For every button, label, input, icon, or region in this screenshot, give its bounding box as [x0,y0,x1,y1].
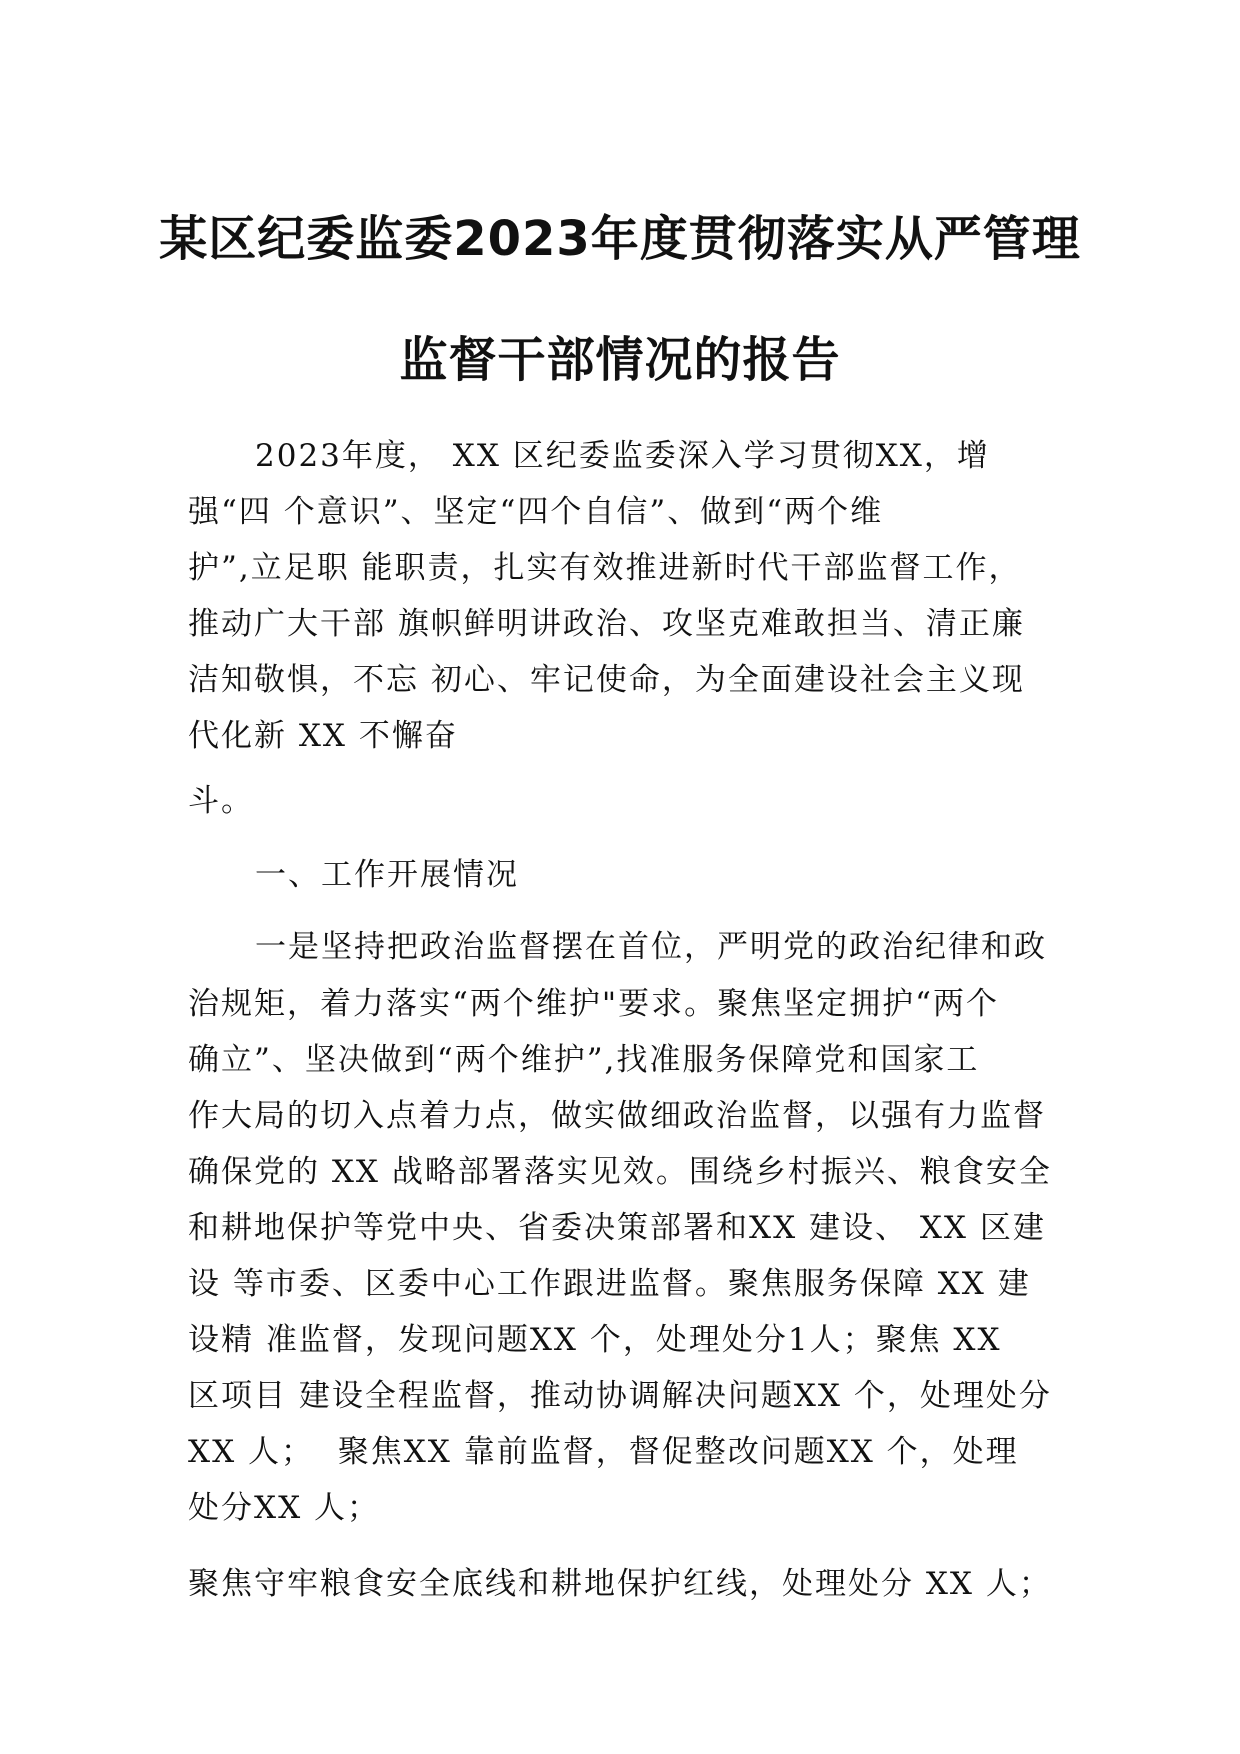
body-line: 确保党的 XX 战略部署落实见效。围绕乡村振兴、粮食安全 [188,1154,1052,1190]
body-line: 强“四 个意识”、坚定“四个自信”、做到“两个维 [188,494,884,530]
body-line: 一是坚持把政治监督摆在首位，严明党的政治纪律和政 [255,929,1047,965]
body-line: 推动广大干部 旗帜鲜明讲政治、攻坚克难敢担当、清正廉 [188,606,1025,642]
body-line: 设 等市委、区委中心工作跟进监督。聚焦服务保障 XX 建 [188,1266,1031,1302]
body-line: 代化新 XX 不懈奋 [188,718,458,754]
body-line: 斗。 [188,783,254,819]
body-line: 作大局的切入点着力点，做实做细政治监督，以强有力监督 [188,1098,1046,1134]
body-line: XX 人； 聚焦XX 靠前监督，督促整改问题XX 个，处理 [188,1434,1019,1470]
body-line: 设精 准监督，发现问题XX 个，处理处分1人；聚焦 XX [188,1322,1002,1358]
body-line: 区项目 建设全程监督，推动协调解决问题XX 个，处理处分 [188,1378,1052,1414]
body-line: 护”,立足职 能职责，扎实有效推进新时代干部监督工作， [188,550,1022,586]
body-line: 2023年度， XX 区纪委监委深入学习贯彻XX，增 [255,438,990,474]
section-heading: 一、工作开展情况 [255,857,519,893]
body-line: 聚焦守牢粮食安全底线和耕地保护红线，处理处分 XX 人； [188,1566,1052,1602]
document-title-line-1: 某区纪委监委2023年度贯彻落实从严管理 [159,211,1081,267]
body-line: 处分XX 人； [188,1490,380,1526]
body-line: 治规矩，着力落实“两个维护"要求。聚焦坚定拥护“两个 [188,986,999,1022]
body-line: 确立”、坚决做到“两个维护”,找准服务保障党和国家工 [188,1042,980,1078]
document-title-line-2: 监督干部情况的报告 [399,332,841,388]
body-line: 和耕地保护等党中央、省委决策部署和XX 建设、 XX 区建 [188,1210,1046,1246]
body-line: 洁知敬惧，不忘 初心、牢记使命，为全面建设社会主义现 [188,662,1025,698]
